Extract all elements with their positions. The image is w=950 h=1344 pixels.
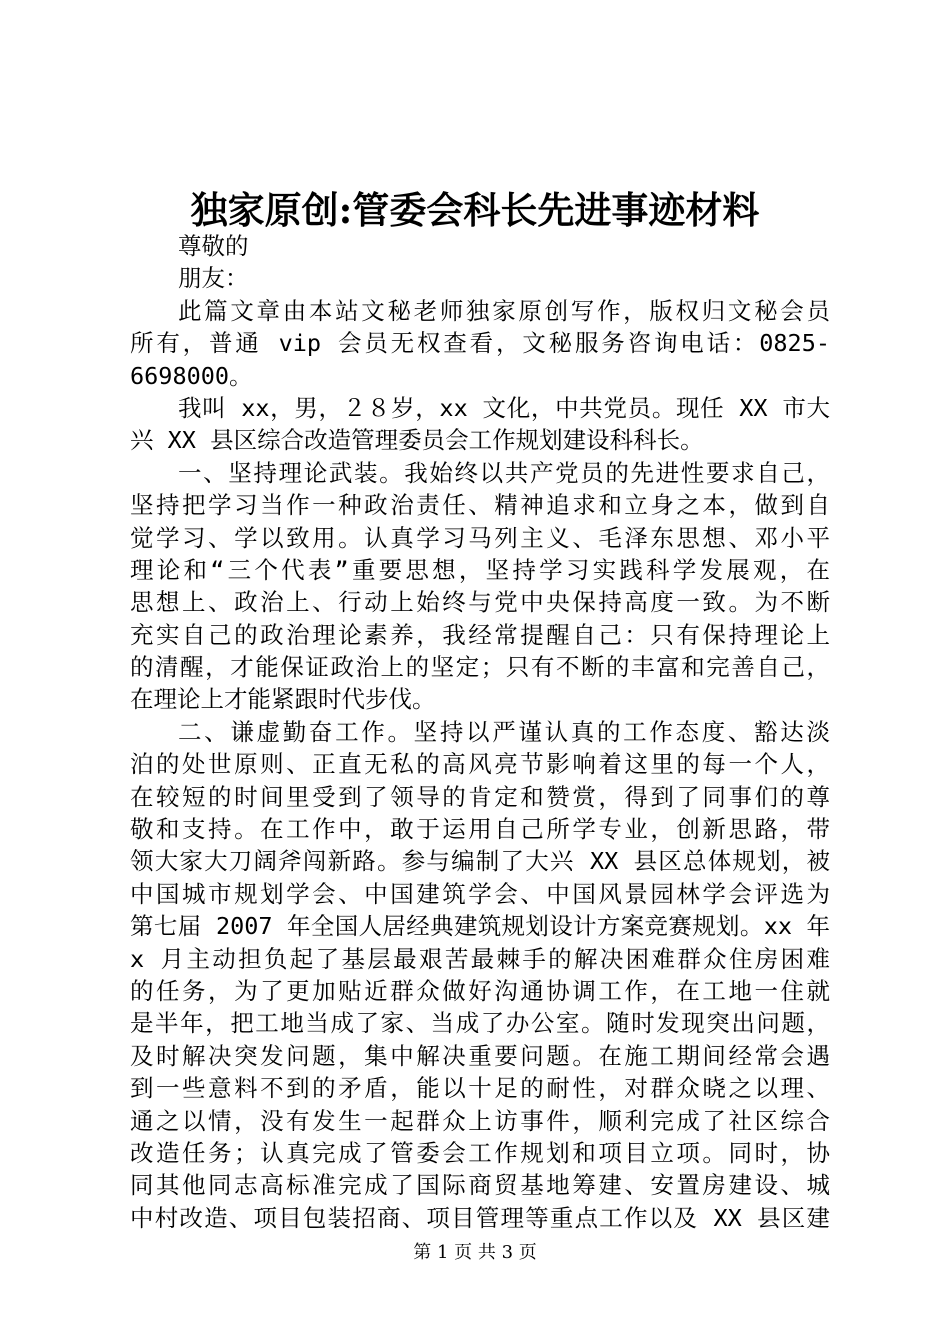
text-line: 的任务，为了更加贴近群众做好沟通协调工作，在工地一住就 bbox=[130, 976, 830, 1005]
text-line: 敬和支持。在工作中，敢于运用自己所学专业，创新思路，带 bbox=[130, 815, 830, 844]
text-line: 是半年，把工地当成了家、当成了办公室。随时发现突出问题， bbox=[130, 1009, 830, 1038]
page-number: 第 1 页 共 3 页 bbox=[413, 1242, 537, 1263]
text-line: 第七届 2007 年全国人居经典建筑规划设计方案竞赛规划。xx 年 bbox=[130, 912, 830, 941]
text-line: 6698000。 bbox=[130, 361, 253, 390]
text-line: 一、坚持理论武装。我始终以共产党员的先进性要求自己， bbox=[178, 458, 830, 487]
document-body bbox=[130, 230, 830, 1234]
text-line: 中国城市规划学会、中国建筑学会、中国风景园林学会评选为 bbox=[130, 879, 830, 908]
text-line: 的清醒，才能保证政治上的坚定；只有不断的丰富和完善自己， bbox=[130, 653, 830, 682]
text-line: 理论和“三个代表”重要思想，坚持学习实践科学发展观，在 bbox=[130, 555, 830, 584]
text-line: 我叫 xx，男，２８岁，xx 文化，中共党员。现任 XX 市大 bbox=[178, 393, 830, 422]
text-line: 所有，普通 vip 会员无权查看，文秘服务咨询电话：0825- bbox=[130, 329, 830, 358]
text-line: 及时解决突发问题，集中解决重要问题。在施工期间经常会遇 bbox=[130, 1041, 830, 1070]
text-line: 通之以情，没有发生一起群众上访事件，顺利完成了社区综合 bbox=[130, 1106, 830, 1135]
text-line: 在理论上才能紧跟时代步伐。 bbox=[130, 685, 436, 714]
text-line: 领大家大刀阔斧闯新路。参与编制了大兴 XX 县区总体规划，被 bbox=[130, 847, 830, 876]
text-line: 此篇文章由本站文秘老师独家原创写作，版权归文秘会员 bbox=[178, 296, 830, 325]
text-line: 二、谦虚勤奋工作。坚持以严谨认真的工作态度、豁达淡 bbox=[178, 717, 830, 746]
text-line: 充实自己的政治理论素养，我经常提醒自己：只有保持理论上 bbox=[130, 620, 830, 649]
text-line: 到一些意料不到的矛盾，能以十足的耐性，对群众晓之以理、 bbox=[130, 1074, 830, 1103]
text-line: 同其他同志高标准完成了国际商贸基地筹建、安置房建设、城 bbox=[130, 1171, 830, 1200]
text-line: 泊的处世原则、正直无私的高风亮节影响着这里的每一个人， bbox=[130, 750, 830, 779]
text-line: 中村改造、项目包装招商、项目管理等重点工作以及 XX 县区建 bbox=[130, 1203, 830, 1232]
text-line: 尊敬的 bbox=[178, 232, 249, 260]
text-line: 思想上、政治上、行动上始终与党中央保持高度一致。为不断 bbox=[130, 588, 830, 617]
text-line: 改造任务；认真完成了管委会工作规划和项目立项。同时，协 bbox=[130, 1138, 830, 1167]
document-title: 独家原创:管委会科长先进事迹材料 bbox=[190, 188, 760, 232]
text-line: x 月主动担负起了基层最艰苦最棘手的解决困难群众住房困难 bbox=[130, 944, 830, 973]
text-line: 坚持把学习当作一种政治责任、精神追求和立身之本，做到自 bbox=[130, 491, 830, 520]
text-line: 朋友： bbox=[178, 264, 249, 293]
text-line: 兴 XX 县区综合改造管理委员会工作规划建设科科长。 bbox=[130, 426, 704, 455]
text-line: 觉学习、学以致用。认真学习马列主义、毛泽东思想、邓小平 bbox=[130, 523, 830, 552]
text-line: 在较短的时间里受到了领导的肯定和赞赏，得到了同事们的尊 bbox=[130, 782, 830, 811]
